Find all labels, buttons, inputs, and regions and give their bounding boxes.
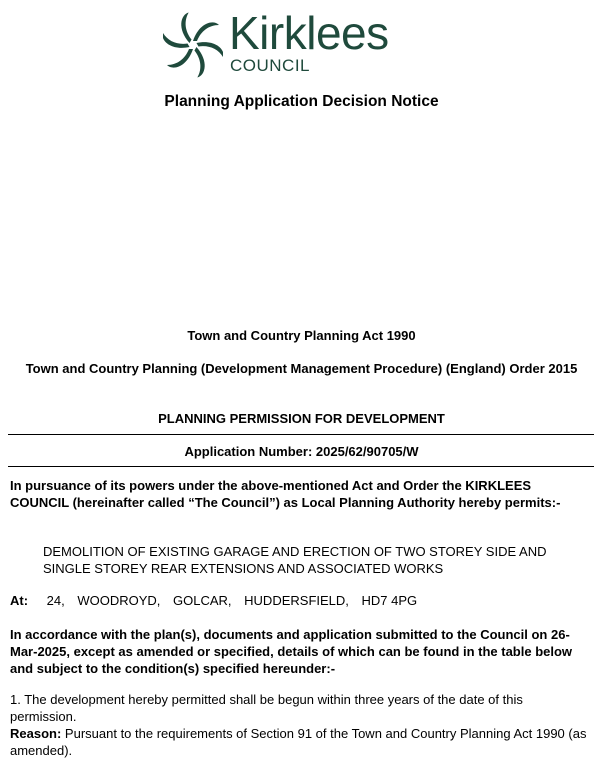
divider-top [8,434,594,435]
development-description: DEMOLITION OF EXISTING GARAGE AND ERECTION OF TWO STOREY SIDE AND SINGLE STOREY REAR EXTENSIONS AND ASSOCIATED WORKS [43,544,547,576]
address-town: HUDDERSFIELD, [244,593,349,608]
accordance-paragraph: In accordance with the plan(s), documents and application submitted to the Council on 26-Mar-2025, except as amended or specified, details of which can be found in the table below and subject to the condition(s) specified hereunder:- [10,627,573,676]
preamble-paragraph: In pursuance of its powers under the above-mentioned Act and Order the KIRKLEES COUNCIL (hereinafter called “The Council”) as Local Planning Authority hereby permits:- [10,478,561,510]
reason-label: Reason: [10,726,62,741]
kirklees-council-logo [163,7,413,78]
site-label: At: [10,593,29,608]
condition-1-text: 1. The development hereby permitted shall be begun within three years of the date of this permission. [10,692,523,724]
condition-1-reason [10,725,590,759]
logo-sub: COUNCIL [230,56,311,75]
kirklees-swirl-icon [163,12,223,78]
address-number: 24, [46,593,65,608]
order-heading: Town and Country Planning (Development Management Procedure) (England) Order 2015 [25,361,578,376]
divider-bottom [8,466,594,467]
notice-title: Planning Application Decision Notice [164,93,439,110]
site-address-row [10,592,426,609]
act-heading: Town and Country Planning Act 1990 [187,328,416,343]
logo-name: Kirklees [229,7,389,59]
application-number: Application Number: 2025/62/90705/W [184,444,419,459]
address-locality: GOLCAR, [173,593,232,608]
address-street: WOODROYD, [77,593,161,608]
address-postcode: HD7 4PG [361,593,418,608]
condition-1 [10,691,590,759]
permission-type-heading: PLANNING PERMISSION FOR DEVELOPMENT [158,411,445,426]
reason-text: Pursuant to the requirements of Section 91 of the Town and Country Planning Act 1990 (as amended). [10,726,587,758]
